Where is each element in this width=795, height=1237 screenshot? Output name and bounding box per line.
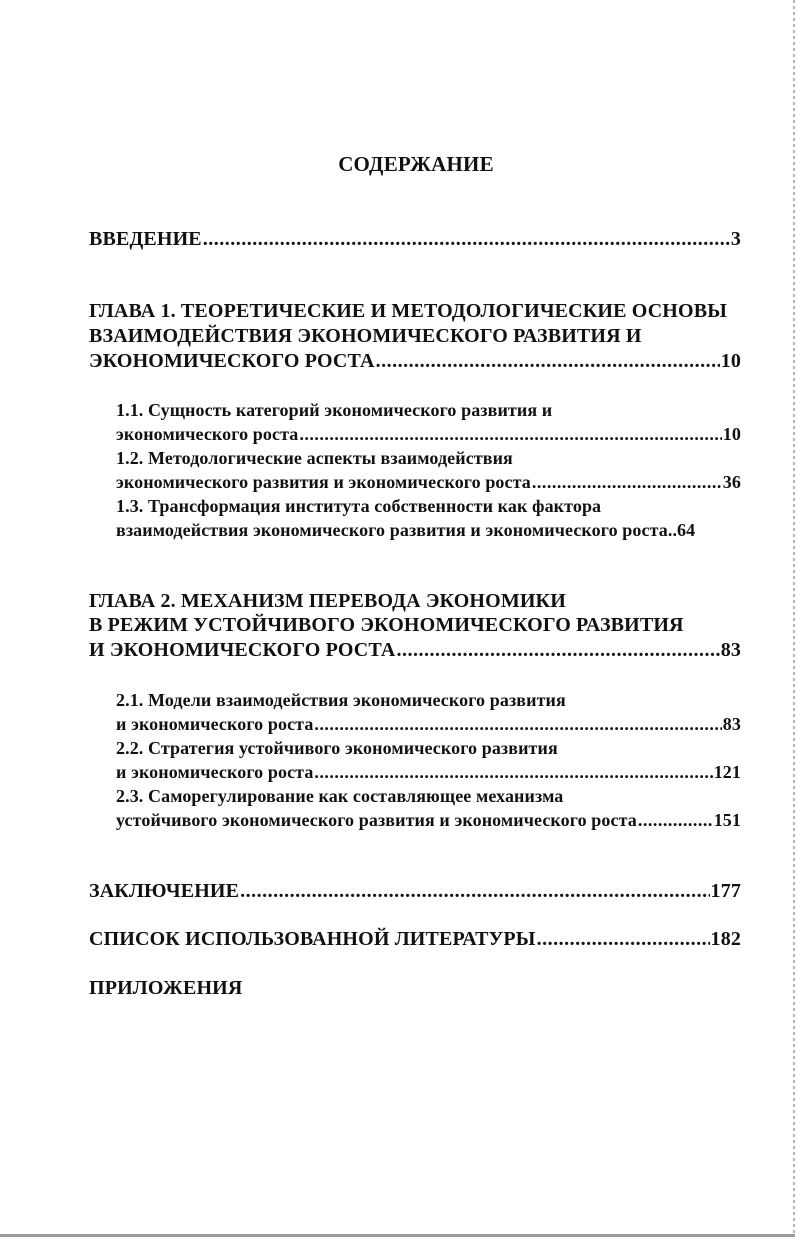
- section-2-2-line1[interactable]: 2.2. Стратегия устойчивого экономического развития: [116, 738, 558, 758]
- toc-label: экономического роста: [116, 424, 299, 444]
- section-1-2-line1[interactable]: 1.2. Методологические аспекты взаимодействия: [116, 448, 513, 468]
- toc-entry-appendices[interactable]: ПРИЛОЖЕНИЯ: [89, 977, 243, 999]
- toc-label: ЭКОНОМИЧЕСКОГО РОСТА: [89, 350, 375, 372]
- section-2-3-line1[interactable]: 2.3. Саморегулирование как составляющее механизма: [116, 786, 564, 806]
- toc-label: ЗАКЛЮЧЕНИЕ: [89, 880, 240, 902]
- section-1-3-line1[interactable]: 1.3. Трансформация института собственности как фактора: [116, 496, 602, 516]
- toc-entry-section-2-2[interactable]: [116, 762, 741, 783]
- leader-dots: [314, 762, 712, 783]
- toc-label: СПИСОК ИСПОЛЬЗОВАННОЙ ЛИТЕРАТУРЫ: [89, 928, 536, 950]
- toc-entry-section-2-3[interactable]: [116, 810, 741, 831]
- toc-page-number: ..64: [667, 520, 696, 540]
- leader-dots: [240, 880, 709, 903]
- chapter1-heading-line2[interactable]: ВЗАИМОДЕЙСТВИЯ ЭКОНОМИЧЕСКОГО РАЗВИТИЯ И: [89, 325, 642, 347]
- section-1-1-line1[interactable]: 1.1. Сущность категорий экономического развития и: [116, 400, 553, 420]
- toc-page-number: 3: [730, 228, 741, 250]
- toc-entry-chapter1[interactable]: [89, 350, 741, 373]
- chapter2-heading-line1[interactable]: ГЛАВА 2. МЕХАНИЗМ ПЕРЕВОДА ЭКОНОМИКИ: [89, 590, 566, 612]
- toc-page-number: 10: [722, 424, 741, 444]
- toc-page-number: 121: [713, 762, 741, 782]
- leader-dots: [638, 810, 713, 831]
- toc-label: И ЭКОНОМИЧЕСКОГО РОСТА: [89, 639, 396, 661]
- toc-entry-section-1-1[interactable]: [116, 424, 741, 445]
- toc-page-number: 83: [722, 714, 741, 734]
- toc-label: ВВЕДЕНИЕ: [89, 228, 202, 250]
- leader-dots: [203, 228, 730, 251]
- toc-entry-conclusion[interactable]: [89, 880, 741, 903]
- toc-entry-section-1-2[interactable]: [116, 472, 741, 493]
- toc-entry-section-2-1[interactable]: [116, 714, 741, 735]
- leader-dots: [314, 714, 721, 735]
- toc-label: экономического развития и экономического роста: [116, 472, 531, 492]
- toc-page-number: 83: [720, 639, 741, 661]
- toc-page-number: 182: [710, 928, 741, 950]
- toc-entry-section-1-3[interactable]: [116, 520, 695, 541]
- toc-page-number: 10: [720, 350, 741, 372]
- toc-label: и экономического роста: [116, 762, 314, 782]
- toc-page-number: 36: [722, 472, 741, 492]
- page-title: СОДЕРЖАНИЕ: [338, 152, 494, 176]
- toc-entry-references[interactable]: [89, 928, 741, 951]
- toc-entry-chapter2[interactable]: [89, 639, 741, 662]
- chapter1-heading-line1[interactable]: ГЛАВА 1. ТЕОРЕТИЧЕСКИЕ И МЕТОДОЛОГИЧЕСКИЕ ОСНОВЫ: [89, 300, 727, 322]
- toc-page-number: 177: [710, 880, 741, 902]
- leader-dots: [299, 424, 721, 445]
- toc-label: устойчивого экономического развития и экономического роста: [116, 810, 637, 830]
- toc-page-number: 151: [713, 810, 741, 830]
- chapter2-heading-line2[interactable]: В РЕЖИМ УСТОЙЧИВОГО ЭКОНОМИЧЕСКОГО РАЗВИТИЯ: [89, 614, 684, 636]
- leader-dots: [396, 639, 719, 662]
- leader-dots: [376, 350, 720, 373]
- section-2-1-line1[interactable]: 2.1. Модели взаимодействия экономического развития: [116, 690, 566, 710]
- toc-label: и экономического роста: [116, 714, 314, 734]
- toc-entry-intro[interactable]: [89, 228, 741, 251]
- leader-dots: [532, 472, 722, 493]
- leader-dots: [537, 928, 710, 951]
- toc-label: взаимодействия экономического развития и экономического роста: [116, 520, 668, 540]
